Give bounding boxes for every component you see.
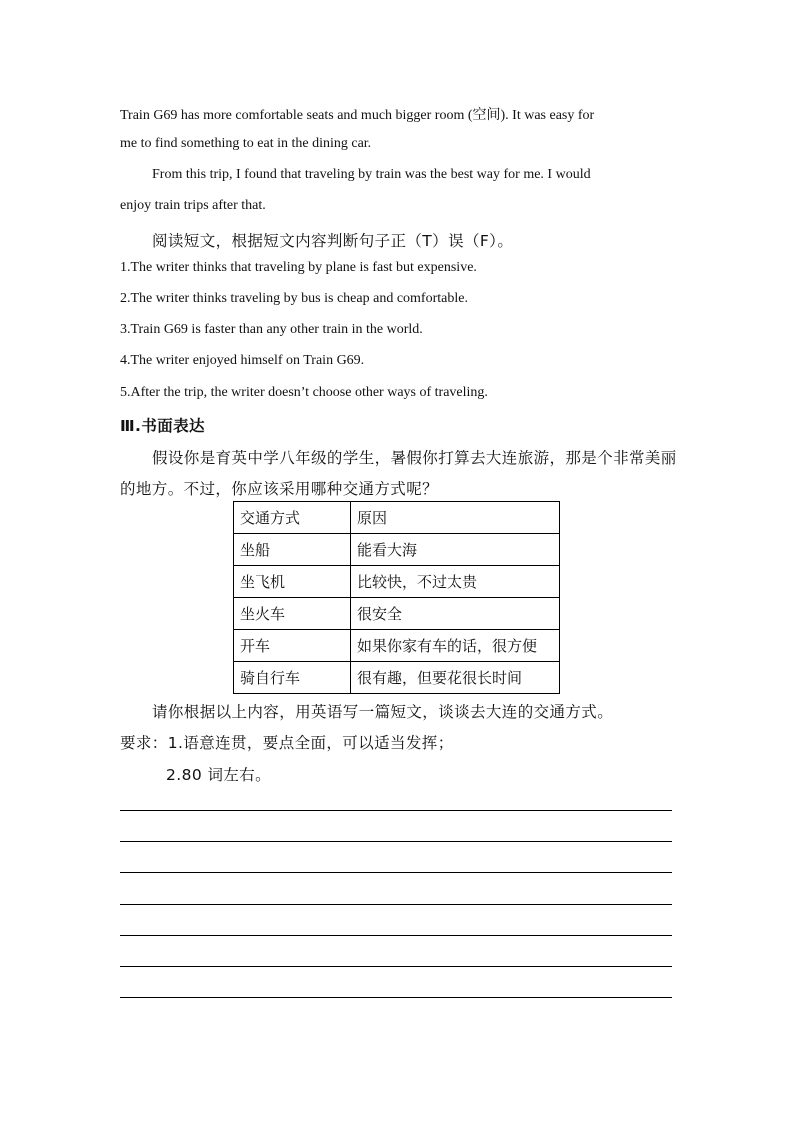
table-cell: 坐火车 [234,598,351,630]
answer-line[interactable] [120,904,672,905]
table-cell: 如果你家有车的话，很方便 [351,630,560,662]
table-header-cell: 交通方式 [234,502,351,534]
answer-line[interactable] [120,997,672,998]
section-title: Ⅲ.书面表达 [120,417,205,435]
table-header-row [234,502,560,534]
question-item: 3.Train G69 is faster than any other train in the world. [120,322,423,337]
table-cell: 坐船 [234,534,351,566]
answer-line[interactable] [120,810,672,811]
requirement-line1: 要求：1.语意连贯，要点全面，可以适当发挥； [120,734,454,752]
writing-prompt-line1: 假设你是育英中学八年级的学生，暑假你打算去大连旅游，那是个非常美丽 [152,449,677,467]
answer-line[interactable] [120,841,672,842]
table-header-cell: 原因 [351,502,560,534]
reading-p2-line2: enjoy train trips after that. [120,198,266,213]
answer-line[interactable] [120,935,672,936]
tf-instruction: 阅读短文，根据短文内容判断句子正（T）误（F）。 [152,232,514,250]
requirement-line2: 2.80 词左右。 [166,766,272,784]
table-cell: 很安全 [351,598,560,630]
reading-p1-line2: me to find something to eat in the dining car. [120,136,372,151]
table-cell: 能看大海 [351,534,560,566]
question-item: 5.After the trip, the writer doesn’t choose other ways of traveling. [120,385,488,400]
table-row [234,566,560,598]
table-cell: 开车 [234,630,351,662]
reading-p2-line1: From this trip, I found that traveling by train was the best way for me. I would [152,167,591,182]
table-row [234,598,560,630]
transport-table [233,501,560,694]
question-item: 4.The writer enjoyed himself on Train G69. [120,353,365,368]
table-cell: 比较快，不过太贵 [351,566,560,598]
table-row [234,630,560,662]
writing-task: 请你根据以上内容，用英语写一篇短文，谈谈去大连的交通方式。 [152,703,614,721]
answer-line[interactable] [120,872,672,873]
writing-prompt-line2: 的地方。不过，你应该采用哪种交通方式呢？ [120,480,439,498]
table-cell: 很有趣，但要花很长时间 [351,662,560,694]
question-item: 2.The writer thinks traveling by bus is cheap and comfortable. [120,291,468,306]
table-cell: 骑自行车 [234,662,351,694]
question-item: 1.The writer thinks that traveling by plane is fast but expensive. [120,260,477,275]
answer-line[interactable] [120,966,672,967]
table-cell: 坐飞机 [234,566,351,598]
table-row [234,662,560,694]
reading-p1-line1: Train G69 has more comfortable seats and much bigger room (空间). It was easy for [120,108,595,123]
table-row [234,534,560,566]
